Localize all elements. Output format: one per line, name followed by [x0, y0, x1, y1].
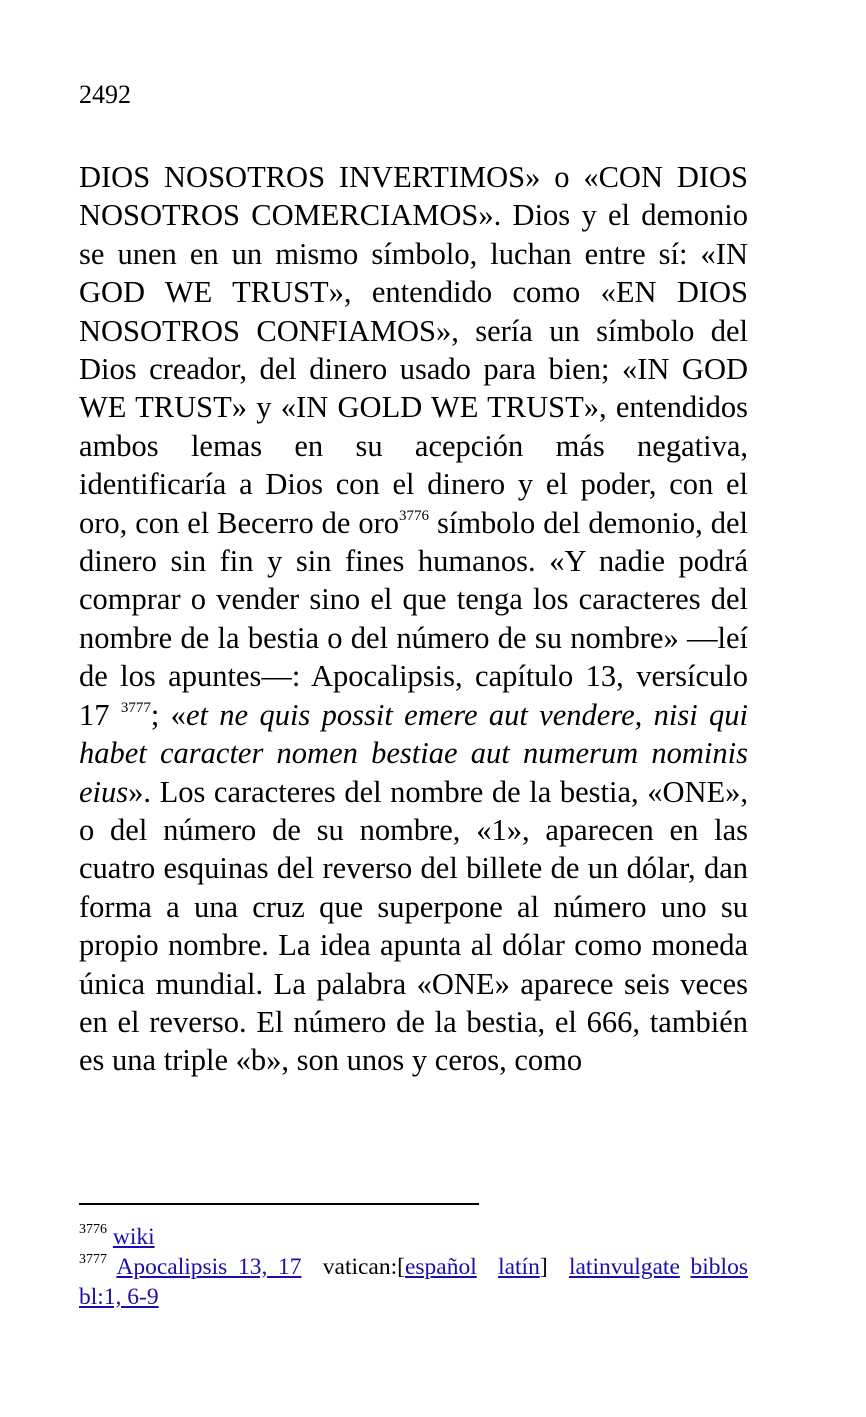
- page-number: 2492: [79, 80, 131, 109]
- wiki-link[interactable]: wiki: [112, 1224, 155, 1250]
- body-text-segment: símbolo del demonio, del dinero sin fin y sin fines humanos. «Y nadie podrá comprar o vender sino el que tenga los caracteres del nombre de la bestia o del número de su nombre» —leí de los apuntes—: Apocalipsis, capítulo 13, versículo 17: [79, 505, 748, 732]
- espanol-link[interactable]: español: [404, 1254, 477, 1280]
- bracket-close: ]: [539, 1254, 548, 1280]
- footnote-divider: [79, 1203, 479, 1205]
- vatican-label: vatican:[: [322, 1254, 405, 1280]
- footnote-number: 3776: [79, 1222, 107, 1237]
- body-paragraph: [79, 158, 748, 1080]
- footnote-3776: [79, 1222, 748, 1252]
- biblos-link[interactable]: biblos: [690, 1254, 748, 1280]
- body-text-segment: ». Los caracteres del nombre de la bestia, «ONE», o del número de su nombre, «1», aparecen en las cuatro esquinas del reverso del billete de un dólar, dan forma a una cruz que superpone al número uno su propio nombre. La idea apunta al dólar como moneda única mundial. La palabra «ONE» aparece seis veces en el reverso. El número de la bestia, el 666, también es una triple «b», son unos y ceros, como: [79, 774, 748, 1078]
- footnotes: [79, 1222, 748, 1312]
- footnote-ref-3776[interactable]: 3776: [399, 507, 430, 524]
- latinvulgate-link[interactable]: latinvulgate: [568, 1254, 680, 1280]
- footnote-ref-3777[interactable]: 3777: [120, 699, 151, 716]
- body-text-segment: DIOS NOSOTROS INVERTIMOS» o «CON DIOS NOSOTROS COMERCIAMOS». Dios y el demonio se unen en un mismo símbolo, luchan entre sí: «IN GOD WE TRUST», entendido como «EN DIOS NOSOTROS CONFIAMOS», sería un símbolo del Dios creador, del dinero usado para bien; «IN GOD WE TRUST» y «IN GOLD WE TRUST», entendidos ambos lemas en su acepción más negativa, identificaría a Dios con el dinero y el poder, con el oro, con el Becerro de oro: [79, 160, 748, 540]
- latin-link[interactable]: latín: [498, 1254, 540, 1280]
- latin-quote: et ne quis possit emere aut vendere, nisi qui habet caracter nomen bestiae aut numerum nominis eius: [79, 697, 748, 809]
- footnote-number: 3777: [79, 1252, 107, 1267]
- body-text-segment: ; «: [150, 697, 186, 732]
- footnote-3777: [79, 1252, 748, 1312]
- bl-link[interactable]: bl:1, 6-9: [79, 1284, 159, 1310]
- apocalipsis-link[interactable]: Apocalipsis 13, 17: [116, 1254, 302, 1280]
